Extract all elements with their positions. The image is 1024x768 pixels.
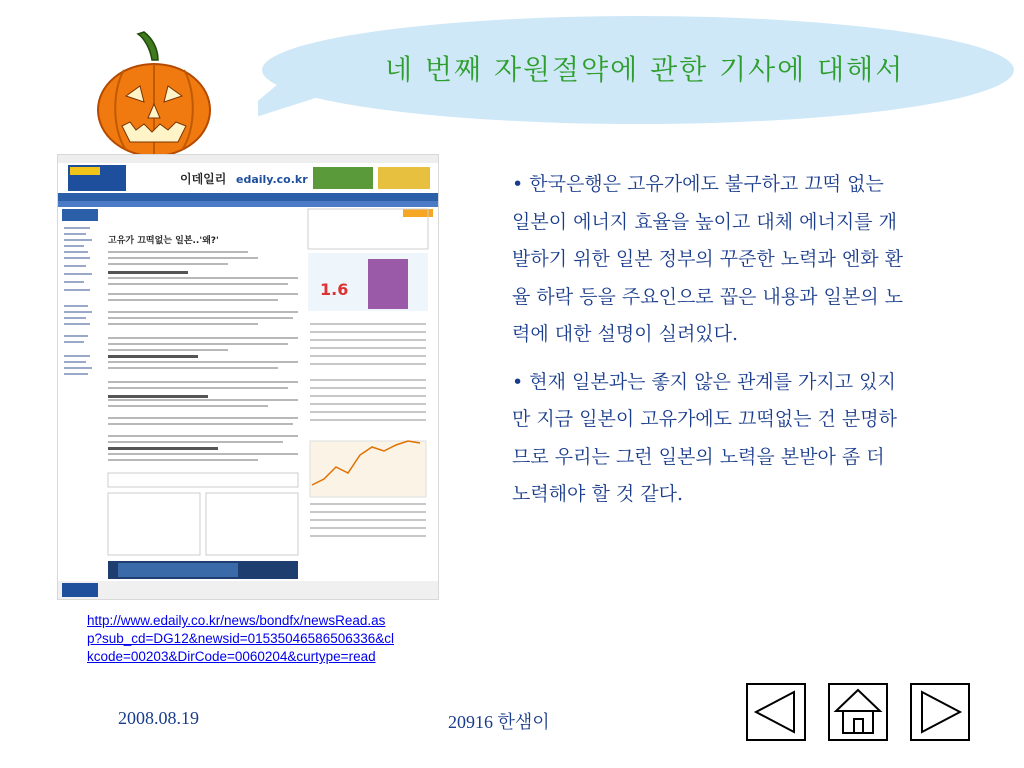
bullet-item: • 한국은행은 고유가에도 불구하고 끄떡 없는 일본이 에너지 효율을 높이고 대체 에너지를 개발하기 위한 일본 정부의 꾸준한 노력과 엔화 환율 하락 등을 주요인으로 꼽은 내용과 일본의 노력에 대한 설명이 실려있다. bbox=[512, 173, 904, 345]
article-screenshot bbox=[57, 154, 439, 600]
news-logo: 이데일리 bbox=[180, 172, 227, 186]
jack-o-lantern-icon bbox=[94, 30, 214, 158]
home-icon bbox=[830, 685, 886, 739]
news-chart-value: 1.6 bbox=[320, 280, 349, 299]
summary-text bbox=[512, 166, 908, 524]
news-logo-domain: edaily.co.kr bbox=[236, 173, 308, 186]
prev-slide-button[interactable] bbox=[746, 683, 806, 741]
next-slide-button[interactable] bbox=[910, 683, 970, 741]
slide-title: 네 번째 자원절약에 관한 기사에 대해서 bbox=[385, 53, 905, 86]
bullet-item: • 현재 일본과는 좋지 않은 관계를 가지고 있지만 지금 일본이 고유가에도 끄떡없는 건 분명하므로 우리는 그런 일본의 노력을 본받아 좀 더 노력해야 할 것 같다. bbox=[512, 370, 897, 505]
arrow-left-icon bbox=[748, 685, 804, 739]
article-url-link[interactable]: http://www.edaily.co.kr/news/bondfx/newsRead.asp?sub_cd=DG12&newsid=01535046586506336&clkcode=00203&DirCode=0060204&curtype=read bbox=[87, 613, 394, 664]
news-headline: 고유가 끄떡없는 일본..'왜?' bbox=[108, 236, 219, 246]
footer-author: 20916 한샘이 bbox=[448, 712, 550, 732]
arrow-right-icon bbox=[912, 685, 968, 739]
news-page-image bbox=[58, 155, 438, 599]
home-button[interactable] bbox=[828, 683, 888, 741]
footer-date: 2008.08.19 bbox=[118, 708, 199, 728]
